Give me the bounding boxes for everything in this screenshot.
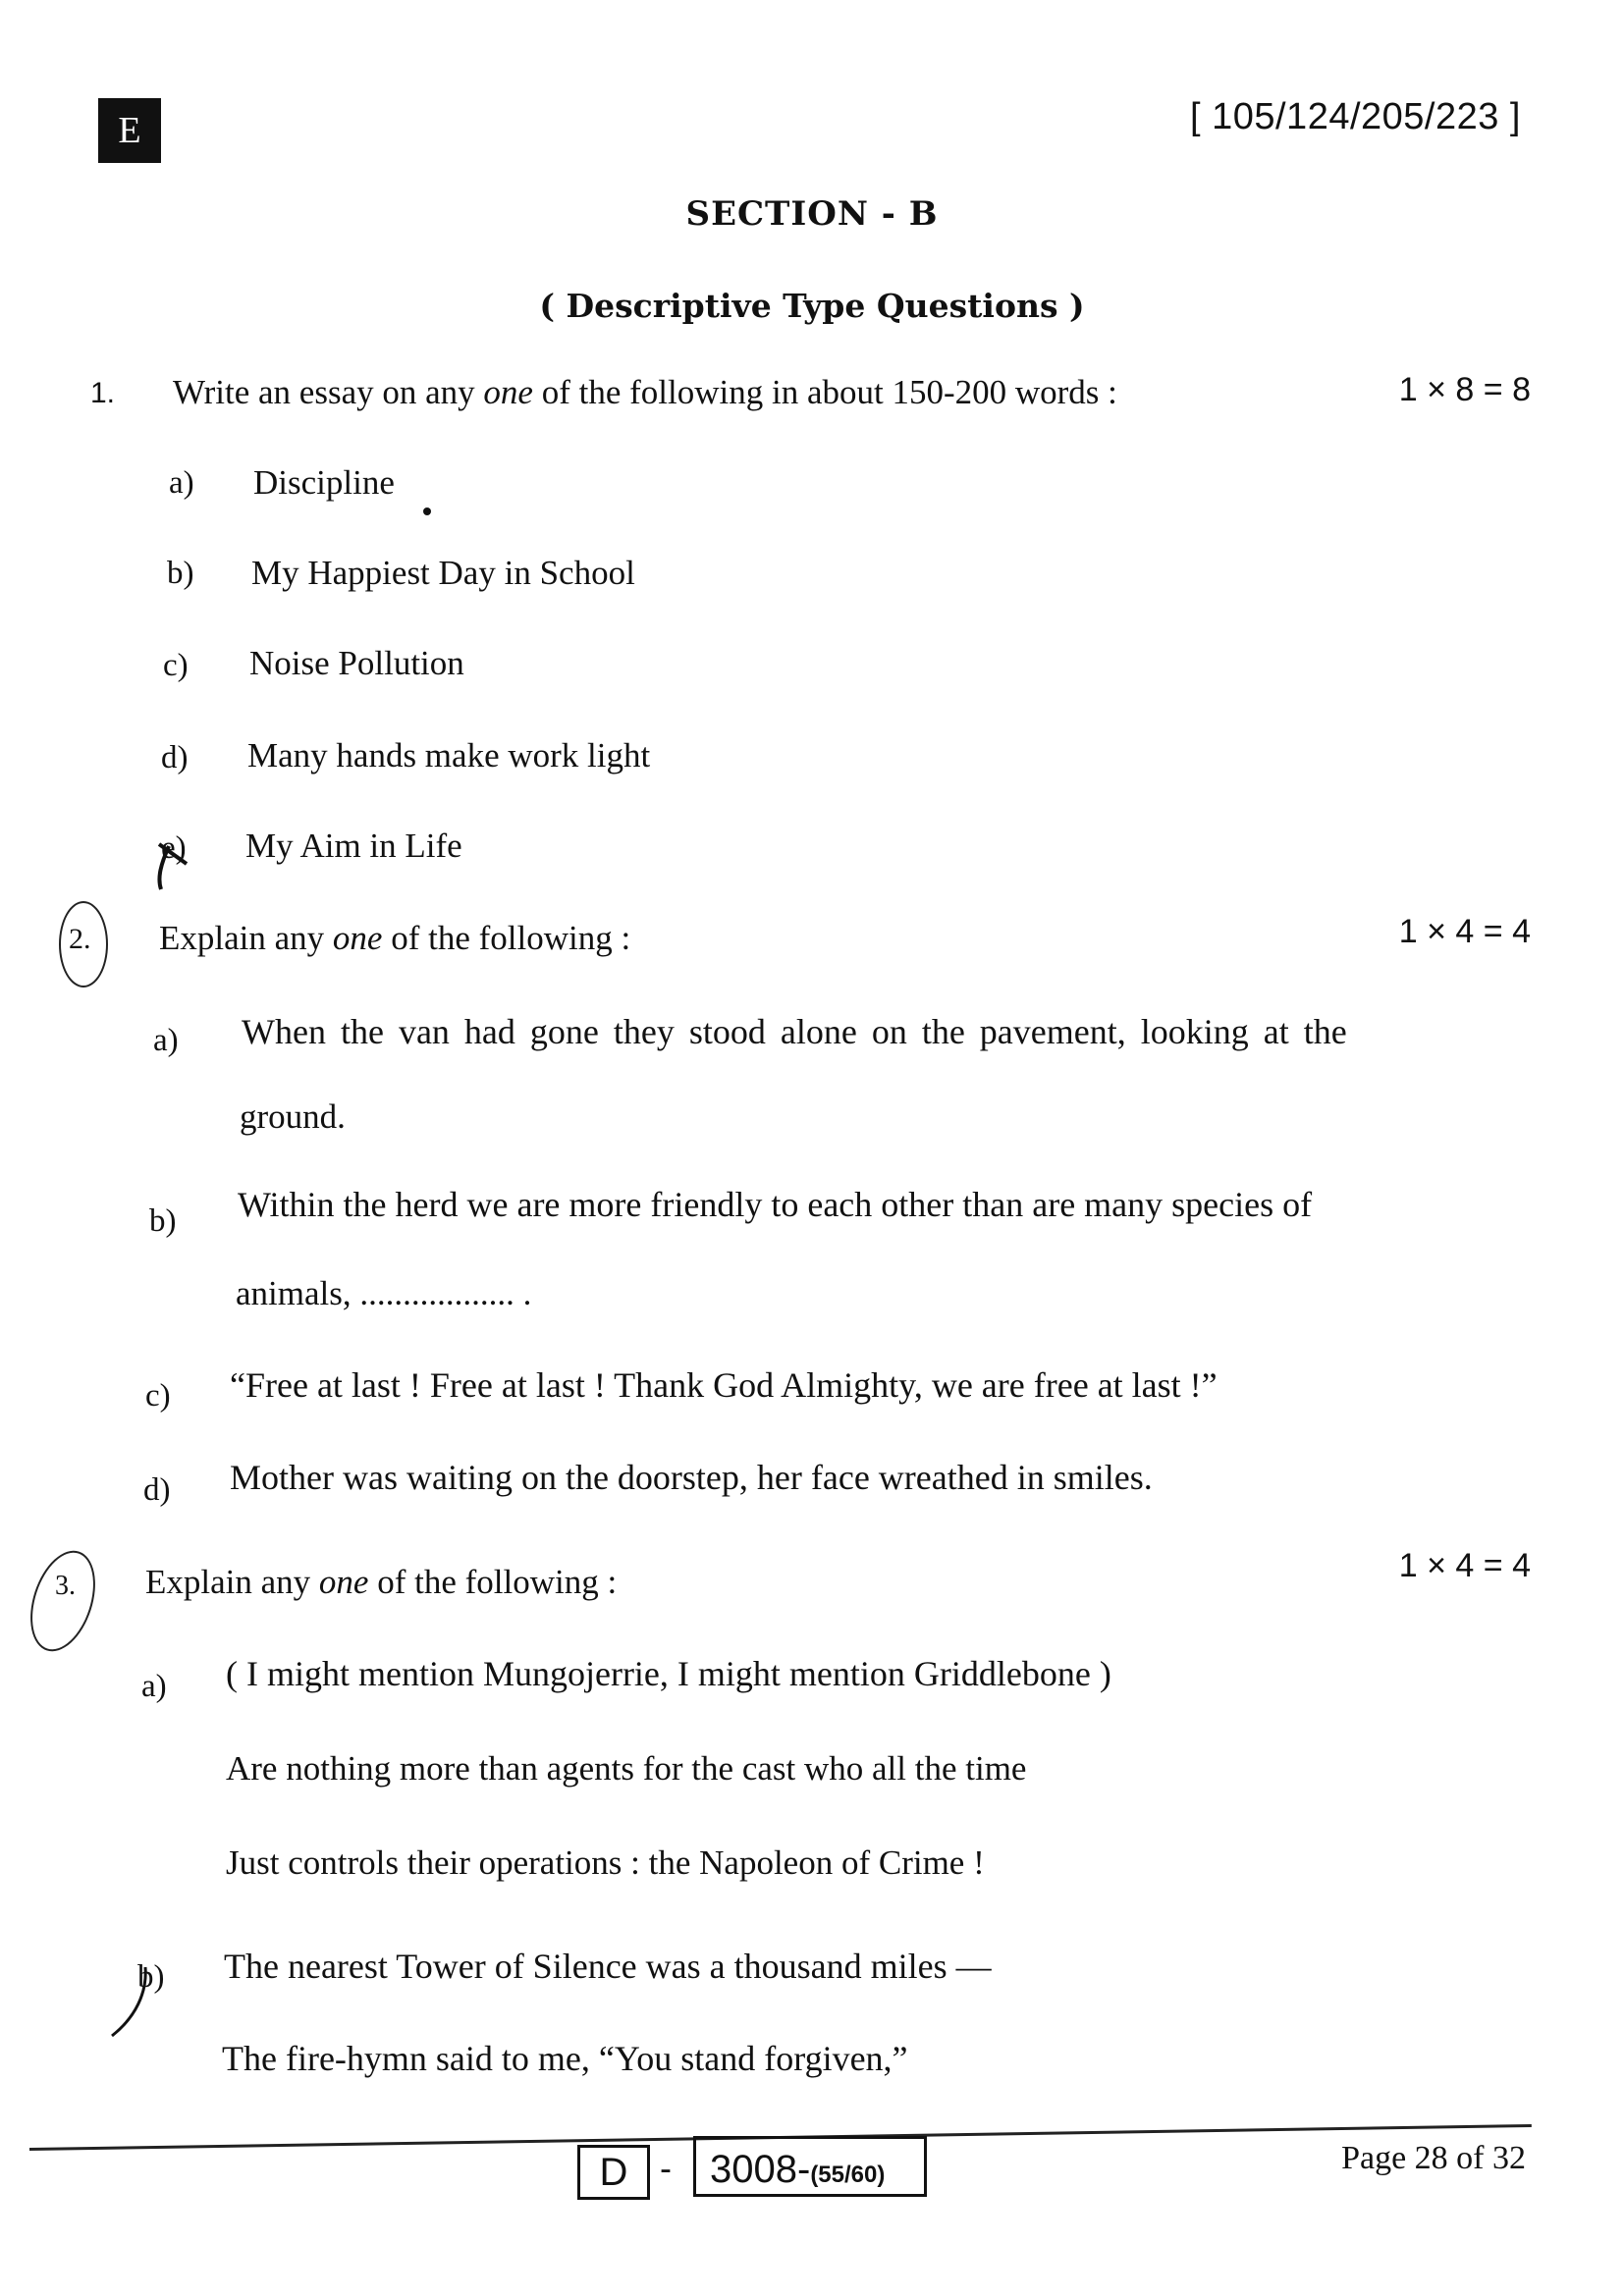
pen-strike-mark — [147, 834, 196, 893]
pen-dot-mark — [423, 507, 431, 515]
paper-code-main: 3008- — [710, 2148, 811, 2191]
question-number: 1. — [90, 377, 116, 409]
option-label: b) — [149, 1203, 177, 1239]
question-text-part: of the following : — [368, 1563, 618, 1601]
option-label: e) — [161, 830, 187, 866]
question-text-part: of the following : — [382, 919, 631, 957]
pen-tick-mark — [106, 1963, 155, 2042]
question-text-part: Explain any — [145, 1563, 319, 1601]
series-badge: E — [98, 98, 161, 163]
option-text-continued: animals, .................. . — [236, 1274, 532, 1312]
option-label: b) — [137, 1959, 165, 1995]
option-label: b) — [167, 556, 194, 591]
option-label: c) — [163, 648, 189, 683]
option-text-continued: ground. — [240, 1097, 346, 1136]
question-text-part: Explain any — [159, 919, 333, 957]
option-text: My Aim in Life — [245, 827, 462, 865]
section-subtitle: ( Descriptive Type Questions ) — [539, 287, 1085, 325]
question-text-emphasis: one — [483, 373, 533, 411]
option-text: The nearest Tower of Silence was a thousand miles — — [224, 1947, 992, 1986]
page-number: Page 28 of 32 — [1341, 2140, 1526, 2176]
question-text — [145, 1563, 617, 1602]
paper-codes: [ 105/124/205/223 ] — [1189, 96, 1521, 137]
option-label: a) — [153, 1023, 179, 1058]
option-label: a) — [169, 465, 194, 501]
option-text: Many hands make work light — [247, 736, 651, 774]
option-text-continued: Just controls their operations : the Napoleon of Crime ! — [226, 1843, 985, 1882]
question-marks: 1 × 4 = 4 — [1398, 913, 1531, 950]
option-text: “Free at last ! Free at last ! Thank God Almighty, we are free at last !” — [230, 1365, 1218, 1405]
question-number: 3. — [55, 1571, 76, 1601]
option-text: Noise Pollution — [249, 644, 464, 682]
series-code-box: D — [577, 2145, 650, 2200]
option-label: d) — [161, 740, 189, 775]
paper-code-box — [693, 2136, 927, 2197]
option-text: Within the herd we are more friendly to each other than are many species of — [238, 1185, 1313, 1224]
code-separator: - — [660, 2148, 672, 2188]
question-text-emphasis: one — [318, 1563, 369, 1601]
option-text-continued: The fire-hymn said to me, “You stand forgiven,” — [222, 2039, 908, 2078]
option-text: My Happiest Day in School — [251, 554, 635, 592]
section-title: SECTION - B — [685, 194, 939, 234]
question-marks: 1 × 8 = 8 — [1398, 371, 1531, 408]
option-text: Mother was waiting on the doorstep, her face wreathed in smiles. — [230, 1458, 1153, 1497]
question-text-part: Write an essay on any — [173, 373, 484, 411]
question-marks: 1 × 4 = 4 — [1398, 1547, 1531, 1584]
paper-code-sub: (55/60) — [810, 2162, 886, 2188]
question-text-emphasis: one — [332, 919, 383, 957]
option-label: c) — [145, 1378, 171, 1414]
question-text — [173, 373, 1117, 412]
option-text: When the van had gone they stood alone on the pavement, looking at the — [242, 1012, 1347, 1051]
question-text-part: of the following in about 150-200 words : — [532, 373, 1117, 411]
option-label: d) — [143, 1472, 171, 1508]
question-text — [159, 919, 630, 958]
option-text: Discipline — [253, 463, 395, 502]
question-number: 2. — [69, 923, 91, 955]
option-label: a) — [141, 1669, 167, 1704]
option-text-continued: Are nothing more than agents for the cast who all the time — [226, 1749, 1027, 1788]
option-text: ( I might mention Mungojerrie, I might mention Griddlebone ) — [226, 1654, 1111, 1693]
